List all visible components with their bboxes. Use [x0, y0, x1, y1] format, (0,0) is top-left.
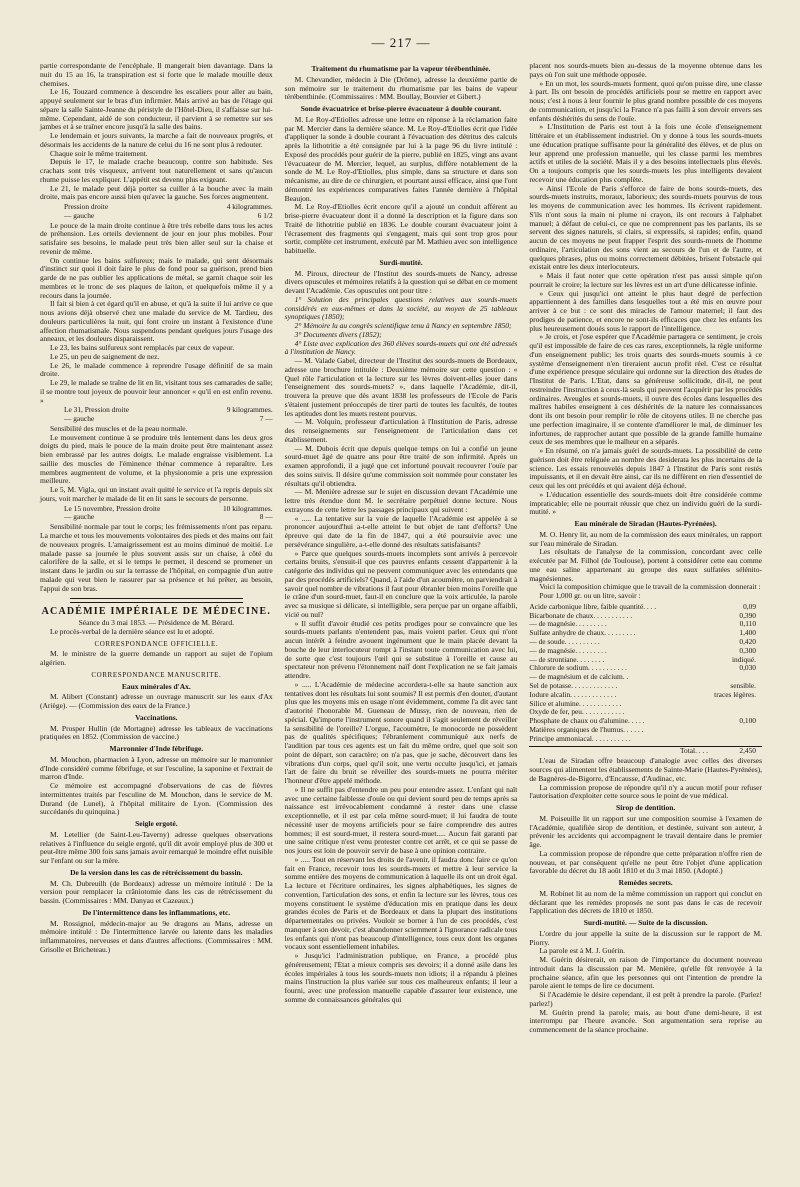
paragraph: M. Ch. Dubreuilh (de Bordeaux) adresse un mémoire intitulé : De la version pour remplacer la crâniotomie dans les cas de rétrécissement du bassin. (Commissaires : MM. Danyau et Cazeaux.) [40, 878, 273, 906]
paragraph: M. Le Roy-d'Etiolles adresse une lettre en réponse à la réclamation faite par M. Mercier dans la dernière séance. M. Le Roy-d'Etiolles écrit que l'idée d'appliquer la sonde à double courant à l'évacuation des détritus des calculs après la lithotritie a été consignée par lui à la page 96 du livre intitulé : Exposé des procédés pour guérir de la pierre, publié en 1825, vingt ans avant l'évacuateur de M. Mercier, lequel, au surplus, diffère notablement de la sonde de M. Le Roy-d'Etiolles, plus simple, dans sa structure et dans son mécanisme, au dire de ce chirurgien, et pourtant aussi efficace, ainsi que l'ont démontré les expériences comparatives faites l'année dernière à l'hôpital Beaujon. [284, 114, 518, 203]
pressure-value: 4 kilogrammes. [226, 202, 273, 211]
paragraph: 1° Solution des principales questions relatives aux sourds-muets considérés en eux-mêmes et dans la société, au moyen de 25 tableaux synoptiques (1850); [284, 294, 518, 322]
paragraph: — M. Menière adresse sur le sujet en discussion devant l'Académie une lettre très étendue dont M. le secrétaire perpétuel donne lecture. Nous extrayons de cette lettre les passages principaux qui suivent : [284, 487, 518, 514]
composition-value: 0,030 [739, 663, 757, 673]
subsection-heading: CORRESPONDANCE MANUSCRITE. [91, 670, 222, 679]
composition-label: Phosphate de chaux ou d'alumine. . . . . [529, 717, 645, 726]
paragraph: M. Poiseuille lit un rapport sur une composition soumise à l'examen de l'Académie, qualifiée sirop de dentition, et destinée, suivant son auteur, à prévenir les accidents qui accompagnent le travail dentaire dans le premier âge. [529, 813, 763, 850]
paragraph: Le 16, Touzard commence à descendre les escaliers pour aller au bain, appuyé seulement sur le bras d'un infirmier. Mais arrivé au bas de l'étage qui sépare la salle Sainte-Jeanne du péristyle de l'Hôtel-Dieu, il s'affaisse sur lui-même. Cependant, aidé de son conducteur, il parvient à se remettre sur ses jambes et à se traîner encore jusqu'à la salle des bains. [40, 87, 273, 132]
topic-heading: Surdi-mutité. — Suite de la discussion. [583, 918, 708, 928]
paragraph: » ..... Tout en réservant les droits de l'avenir, il faudra donc faire ce qu'on fait en France, recevoir tous les sourds-muets et mettre à leur service la somme entière des moyens de communication à laquelle ils ont un droit égal. La lecture et l'écriture ordinaires, les signes alphabétiques, les signes de convention, l'articulation des sons, et enfin la lecture sur les lèvres, tous ces moyens constituent le système d'éducation mis en pratique dans les deux grandes écoles de Paris et de Bordeaux et dans la plupart des institutions départementales ou privées. Vouloir se borner à l'un de ces procédés, c'est manquer à son devoir, c'est abandonner sciemment à l'ignorance radicale tous les enfants qui n'ont pas beaucoup d'intelligence, tous ceux dont les organes vocaux sont essentiellement inhabiles. [284, 854, 518, 952]
pressure-value: 10 kilogrammes. [222, 503, 273, 513]
paragraph: Depuis le 17, le malade crache beaucoup, contre son habitude. Ses crachats sont très visqueux, arrivent tout naturellement et sans qu'aucun rhume puisse les expliquer. L'appétit est devenu plus exigeant. [40, 157, 273, 184]
pressure-label: Le 15 novembre, Pression droite [64, 504, 161, 513]
paragraph: La commission propose de répondre qu'il n'y a aucun motif pour refuser l'autorisation d'exploiter cette source sous le point de vue médical. [529, 782, 763, 801]
paragraph: L'eau de Siradan offre beaucoup d'analogie avec celles des diverses sources qui alimentent les établissements de Sainte-Marie (Hautes-Pyrénées), de Bagnères-de-Bigorre, d'Encausse, d'Audinac, etc. [529, 756, 763, 783]
composition-row [529, 656, 762, 665]
composition-row [529, 726, 762, 735]
paragraph: Le procès-verbal de la dernière séance est lu et adopté. [50, 626, 215, 636]
pressure-value: 8 — [259, 512, 273, 522]
column-left [40, 62, 273, 1035]
paragraph: » L'éducation essentielle des sourds-muets doit être considérée comme impraticable; elle ne pourrait réussir que chez un individu guéri de la surdi-mutité. » [529, 489, 763, 517]
paragraph: » Il ne suffit pas d'entendre un peu pour entendre assez. L'enfant qui naît avec une certaine faiblesse d'ouïe ou qui devient sourd peu de temps après sa naissance est irrévocablement condamné à rester dans une classe exceptionnelle, et il est par cela même sourd-muet; il lui faudra de toute nécessité user de moyens artificiels pour se faire comprendre des autres hommes; il est sourd-muet, il restera sourd-muet..... Aucun fait garanti par une saine critique n'est venu protester contre cet arrêt, et ce qui se passe de nos jours est loin de pouvoir servir de base à une opinion contraire. [284, 784, 518, 855]
paragraph: M. Alibert (Constant) adresse un ouvrage manuscrit sur les eaux d'Ax (Ariège). — (Commission des eaux de la France.) [40, 692, 273, 711]
paragraph: Le 21, le malade peut déjà porter sa cuiller à la bouche avec la main droite, mais pas encore aussi bien qu'avec la gauche. Ses forces augmentent. [40, 183, 273, 202]
paragraph: partie correspondante de l'encéphale. Il mangerait bien davantage. Dans la nuit du 15 au 16, la transpiration est si forte que le malade mouille deux chemises. [40, 61, 273, 88]
composition-value: traces légères. [714, 689, 757, 699]
pressure-label: Pression droite [64, 203, 109, 211]
paragraph: L'ordre du jour appelle la suite de la discussion sur le rapport de M. Piorry. [529, 928, 763, 947]
paragraph: Le mouvement continue à se produire très lentement dans les deux gros doigts du pied, mais le pouce de la main droite peut être maintenant assez bien embrassé par les autres doigts. Le malade engraisse visiblement. La saillie des muscles de l'éminence thénar commence à reparaître. Les membres augmentent de volume, et la physionomie a pris une expression meilleure. [40, 432, 273, 486]
pressure-label: — gauche [64, 415, 95, 424]
total-label: Total. . . . [680, 746, 709, 755]
pressure-value: 9 kilogrammes. [226, 405, 273, 415]
pressure-readings-2 [54, 406, 273, 424]
paragraph: M. Rossignol, médecin-major au 9e dragons au Mans, adresse un mémoire intitulé : De l'intermittence larvée ou latente dans les maladies inflammatoires, nerveuses et dans d'autres affections. (Commissaires : MM. Grisolle et Bricheteau.) [40, 918, 273, 954]
paragraph: Il fait si bien à cet égard qu'il en abuse, et qu'à la suite il lui arrive ce que nous avions déjà observé chez une malade du service de M. Tardieu, des douleurs particulières la nuit, qui font croire un instant à l'existence d'une affection rhumatismale. Nous suspendons pendant quelques jours l'usage des anneaux, et les douleurs disparaissent. [40, 299, 273, 344]
paragraph: M. Guérin désirerait, en raison de l'importance du document nouveau introduit dans la discussion par M. Menière, qu'elle fût renvoyée à la prochaine séance, afin que les personnes qui ont l'intention de prendre la parole aient le temps de lire ce document. [529, 955, 763, 991]
composition-value: 0,110 [739, 619, 757, 629]
composition-label: Oxyde de fer, peu. . . . . . . . . . . . [529, 708, 625, 717]
paragraph: Ce mémoire est accompagné d'observations de cas de fièvres intermittentes traités par l'esculine de M. Mouchon, dans le service de M. Durand (de Lunel), à l'hôpital militaire de Lyon. (Commission des succédanés du quinquina.) [40, 781, 273, 817]
composition-label: Acide carbonique libre, faible quantité. . . . [529, 602, 657, 611]
composition-label: Principe ammoniacal. . . . . . . . . . . [529, 734, 631, 743]
paragraph: Voici la composition chimique que le travail de la commission donnerait : [539, 582, 761, 592]
composition-row [529, 612, 762, 621]
paragraph: — M. Dubois écrit que depuis quelque temps on lui a confié un jeune sourd-muet âgé de quatre ans pour être traité de son infirmité. Après un examen approfondi, il a jugé que cet infortuné pouvait recouvrer l'ouïe par des soins suivis. Il désire qu'une commission soit nommée pour constater les résultats qu'il obtiendra. [284, 443, 518, 488]
composition-value: 0,09 [743, 601, 757, 611]
paragraph: Pour 1,000 gr. ou un litre, savoir : [539, 591, 641, 600]
composition-row [529, 647, 762, 656]
topic-heading: Vaccinations. [135, 712, 178, 722]
pressure-value: 6 1/2 [257, 210, 273, 220]
paragraph: Le 5, M. Vigla, qui un instant avait quitté le service et l'a repris depuis six jours, voit marcher le malade de lit en lit sans le secours de personne. [40, 485, 273, 503]
composition-value: 0,420 [739, 636, 757, 646]
paragraph: M. le ministre de la guerre demande un rapport au sujet de l'opium algérien. [40, 649, 273, 668]
pressure-label: — gauche [64, 211, 95, 220]
paragraph: » Mais il faut noter que cette opération n'est pas aussi simple qu'on pourrait le croire; la lecture sur les lèvres est un art d'une délicatesse infinie. [529, 271, 763, 289]
paragraph: M. Robinet lit au nom de la même commission un rapport qui conclut en déclarant que les remèdes proposés ne sont pas dans le cas de recevoir l'application des décrets de 1810 et 1850. [529, 888, 763, 916]
paragraph: Sensibilité normale par tout le corps; les frémissements n'ont pas reparu. La marche et tous les mouvements volontaires des pieds et des mains ont fait de nouveaux progrès. L'amaigrissement est au moins diminué de moitié. Le malade passe sa journée le plus souvent assis sur un chaise, à côté du calorifère de la salle, et si le temps le permet, il descend se promener un instant dans le jardin ou sur la terrasse de l'hôpital, en compagnie d'un autre malade qui veut bien le rassurer par sa présence et lui prêter, au besoin, l'appui de son bras. [40, 522, 273, 593]
composition-table [529, 603, 762, 744]
paragraph: On continue les bains sulfureux; mais le malade, qui sent désormais d'instinct sur quoi il doit faire le plus de fond pour sa guérison, prend bien garde de ne pas oublier les applications de métal, se garnit chaque soir les membres et le tronc de ses plaques de laiton, et quelquefois même il y a recours dans la journée. [40, 255, 273, 300]
pressure-label: — gauche [64, 513, 95, 522]
paragraph: 3° Documents divers (1852); [294, 329, 382, 339]
composition-value: sensible. [730, 680, 757, 690]
composition-row [529, 664, 762, 673]
topic-heading: Eaux minérales d'Ax. [121, 681, 191, 691]
paragraph: M. Piroux, directeur de l'Institut des sourds-muets de Nancy, adresse divers opuscules et mémoires relatifs à la question qui se débat en ce moment devant l'Académie. Ces opuscules ont pour titre : [284, 268, 518, 295]
topic-heading: Seigle ergoté. [135, 819, 178, 829]
paragraph: La commission propose de répondre que cette préparation n'offre rien de nouveau, et par conséquent qu'elle ne peut être l'objet d'une application favorable du décret du 18 août 1810 et du 3 mai 1850. (Adopté.) [529, 848, 763, 876]
paragraph: » En résumé, on n'a jamais guéri de sourds-muets. La possibilité de cette guérison doit être reléguée au nombre des desiderata les plus incertains de la science. Les essais renouvelés depuis 1847 à l'Institut de Paris sont restés impuissants, et il en devait être ainsi, car ils ne diffèrent en rien d'essentiel de ceux qui les ont précédés et qui avaient déjà échoué. [529, 446, 763, 490]
topic-heading: Surdi-mutité. [379, 257, 423, 267]
paragraph: Si l'Académie le désire cependant, il est prêt à prendre la parole. (Parlez! parlez!) [529, 990, 763, 1008]
page-number: — 217 — [371, 35, 431, 50]
paragraph: M. Letellier (de Saint-Leu-Taverny) adresse quelques observations relatives à l'influence du seigle ergoté, qu'il dit avoir employé plus de 300 et peut-être même 300 fois sans jamais avoir remarqué le moindre effet nuisible sur l'enfant ou sur la mère. [40, 829, 273, 866]
topic-heading: Sirop de dentition. [616, 803, 676, 813]
topic-heading: Sonde évacuatrice et brise-pierre évacuateur à double courant. [300, 104, 502, 113]
paragraph: » Il suffit d'avoir étudié ces petits prodiges pour se convaincre que les sourds-muets parlants n'entendent pas, mais voient parler. Ceux qui n'ont aucun intérêt à feindre avouent ingénument que le main placée devant la bouche de leur interlocuteur rompt à l'instant toute communication avec lui, de sorte que c'est toujours l'œil qui se substitue à l'oreille et cause au spectateur non prévenu l'étonnement naïf dont l'explication ne se fait jamais attendre. [284, 618, 518, 680]
composition-value [714, 735, 762, 744]
topic-heading: Marronnier d'Inde fébrifuge. [109, 744, 204, 754]
topic-heading: Remèdes secrets. [618, 878, 673, 888]
composition-row [529, 603, 762, 612]
composition-value: 0,100 [739, 716, 757, 726]
composition-value: indiqué. [731, 654, 757, 664]
paragraph: M. O. Henry lit, au nom de la commission des eaux minérales, un rapport sur l'eau minérale de Siradan. [529, 529, 763, 548]
paragraph: Les résultats de l'analyse de la commission, concordant avec celle exécutée par M. Filhol (de Toulouse), portent à considérer cette eau comme une eau saline appartenant au groupe des eaux sulfatées sélénito-magnésiennes. [529, 547, 763, 583]
paragraph: — M. Valade Gabel, directeur de l'Institut des sourds-muets de Bordeaux, adresse une brochure intitulée : Deuxième mémoire sur cette question : « Quel rôle l'articulation et la lecture sur les lèvres doivent-elles jouer dans l'enseignement des sourds-muets? », dans laquelle l'Académie, dit-il, trouvera la preuve que dès avant 1838 les professeurs de l'Ecole de Paris s'étaient justement préoccupés de tirer parti de toutes les facultés, de toutes les aptitudes dont les muets restent pourvus. [284, 356, 518, 418]
composition-label: Matières organiques de l'humus. . . . . . [529, 725, 644, 734]
composition-value: 0,390 [739, 610, 757, 620]
subsection-heading: CORRESPONDANCE OFFICIELLE. [94, 639, 219, 648]
composition-label: — de magnésie. . . . . . . . . [529, 620, 607, 629]
academy-section-title: ACADÉMIE IMPÉRIALE DE MÉDECINE. [41, 606, 272, 618]
composition-value: 0,300 [739, 645, 757, 655]
composition-row [529, 673, 762, 682]
composition-row [529, 629, 762, 638]
pressure-label: Le 31, Pression droite [64, 406, 129, 415]
total-value: 2,450 [739, 745, 757, 755]
composition-value [714, 700, 762, 709]
session-date: Séance du 3 mai 1853. — Présidence de M. Bérard. [78, 618, 235, 628]
column-right [529, 62, 762, 1035]
paragraph: Le 25, un peu de saignement de nez. [50, 351, 160, 361]
paragraph: » Jusqu'ici l'administration publique, en France, a procédé plus généreusement; l'Etat a mieux compris ses devoirs; il a donné asile dans les écoles impériales à tous les sourds-muets non idiots; il a répandu à pleines mains l'instruction la plus variée sur tous ces malheureux enfants; il leur a fourni, avec une profession manuelle capable d'assurer leur existence, une somme de connaissances générales qui [284, 951, 518, 1004]
composition-label: Sulfate anhydre de chaux. . . . . . . . . [529, 629, 636, 638]
composition-total [529, 746, 762, 756]
paragraph: Chaque soir le même traitement. [50, 148, 148, 158]
topic-heading: Traitement du rhumatisme par la vapeur térébenthinée. [311, 64, 491, 73]
paragraph: placent nos sourds-muets bien au-dessus de la moyenne obtenue dans les pays où l'on suit une méthode opposée. [529, 61, 763, 79]
composition-row [529, 708, 762, 717]
composition-label: Chlorure de sodium. . . . . . . . . . . [529, 664, 627, 673]
paragraph: » ..... L'Académie de médecine accordera-t-elle sa haute sanction aux tentatives dont les résultats lui sont soumis? Il est permis d'en douter, d'autant plus que les moyens mis en usage n'ont évidemment, comme l'a dit avec tant d'autorité l'honorable M. Gueneau de Mussy, rien de nouveau, rien de spécial. Qu'importe l'instrument sonore quand il s'agit seulement de réveiller la sensibilité de l'oreille? L'orgue, l'acoumètre, le monocorde ne possèdent pas de qualités spécifiques; l'ébranlement communiqué aux nerfs de l'audition par tous ces agents est un fait du même ordre, quel que soit son point de départ, son caractère; on n'a pas, que je sache, découvert dans les vibrations d'un corps, quel qu'il soit, une vertu occulte jusqu'ici, et jamais l'art de faire du bruit se réveiller des sourds-muets ne pourra mériter l'honneur d'être appelé méthode. [284, 679, 518, 785]
paragraph: » Ainsi l'Ecole de Paris s'efforce de faire de bons sourds-muets, des sourds-muets instruits, moraux, laborieux; des sourds-muets pourvus de tous les moyens de communication avec les hommes. Ils écrivent rapidement. S'ils n'ont sous la main ni plume ni crayon, ils ont recours à l'alphabet manuel; à défaut de celui-ci, ce que ne comprennent pas les parlants, ils se servent des signes naturels, si clairs, si expressifs, si rapides; enfin, quand aucun de ces moyens ne peut frapper l'esprit des sourds-muets de l'homme ordinaire, l'articulation des sons vient au secours de l'un et de l'autre, et quelques phrases, plus ou moins correctement débitées, brisent l'obstacle qui existait entre les deux interlocuteurs. [529, 183, 763, 272]
paragraph: » L'Institution de Paris est tout à la fois une école d'enseignement littéraire et un établissement industriel. On y donne à tous les sourds-muets une éducation pratique suffisante pour la généralité des élèves, et de plus on leur apprend une profession manuelle, qui les classe parmi les membres actifs et utiles de la société. Mais il y a des besoins intellectuels plus élevés. On a toujours compris que les sourds-muets les plus intelligents devaient recevoir une éducation plus complète. [529, 122, 763, 184]
paragraph: M. Guérin prend la parole; mais, au bout d'une demi-heure, il est interrompu par l'heure avancée. Son argumentation sera reprise au commencement de la séance prochaine. [529, 1007, 763, 1035]
paragraph: Le 29, le malade se traîne de lit en lit, visitant tous ses camarades de salle; il se montre tout joyeux de pouvoir leur annoncer « qu'il en est enfin revenu. » [40, 378, 273, 405]
paragraph: M. Prosper Hullin (de Mortagne) adresse les tableaux de vaccinations pratiquées en 1852. (Commission de vaccine.) [40, 723, 273, 742]
paragraph: M. Chevandier, médecin à Die (Drôme), adresse la deuxième partie de son mémoire sur le traitement du rhumatisme par les bains de vapeur térébenthinée. (Commissaires : MM. Boullay, Bouvier et Gibert.) [284, 74, 518, 102]
paragraph: Le 26, le malade commence à reprendre l'usage définitif de sa main droite. [40, 360, 273, 379]
paragraph: 2° Mémoire lu au congrès scientifique tenu à Nancy en septembre 1850; [294, 321, 512, 330]
paragraph: M. Le Roy-d'Etiolles écrit encore qu'il a ajouté un conduit afférent au brise-pierre évacuateur dont il a donné la description et la figure dans son Traité de lithotritie publié en 1836. Le double courant évacuateur joint à l'écrasement des fragments qui s'engagent, mais qui sont trop gros pour sortir, complète cet instrument, exécuté par M. Mathieu avec son intelligence habituelle. [284, 202, 518, 255]
composition-label: Iodure alcalin. . . . . . . . . . . . . [529, 690, 617, 699]
paragraph: Le lendemain et jours suivants, la marche a fait de nouveaux progrès, et désormais les accidents de la nature de celui du 16 ne sont plus à redouter. [40, 131, 273, 149]
composition-row [529, 620, 762, 629]
composition-value [714, 726, 762, 735]
composition-label: Sel de potasse. . . . . . . . . . . . . [529, 681, 618, 690]
paragraph: M. Mouchon, pharmacien à Lyon, adresse un mémoire sur le marronnier d'Inde considéré comme fébrifuge, et sur l'esculine, la saponine et l'extrait de marron d'Inde. [40, 754, 273, 782]
paragraph: » En un mot, les sourds-muets forment, quoi qu'on puisse dire, une classe à part. Ils ont besoin de procédés artificiels pour se mettre en rapport avec nous; c'est à nous à leur fournir le plus grand nombre possible de ces moyens de communication, et jusqu'ici la France n'a pas failli à son devoir envers ses enfants déshérités du sens de l'ouïe. [529, 78, 763, 123]
composition-value: 1,400 [739, 628, 757, 638]
composition-row [529, 700, 762, 709]
paragraph: » Parce que quelques sourds-muets incomplets sont arrivés à percevoir certains bruits, s'ensuit-il que ces pauvres enfants cessent d'appartenir à la catégorie des individus qui ne peuvent communiquer avec les entendants que par des procédés artificiels? Quand, à l'aide d'un acoumètre, on parviendrait à savoir quel nombre de vibrations il faut pour ébranler bien moins l'oreille que le crâne d'un sourd-muet, faut-il en conclure que la voix articulée, la parole avec sa musique si délicate, si intelligible, sera perçue par un organe affaibli, vicié ou nul? [284, 548, 518, 619]
composition-row [529, 638, 762, 647]
paragraph: Sensibilité des muscles et de la peau normale. [50, 423, 188, 433]
topic-heading: De l'intermittence dans les inflammations, etc. [82, 907, 231, 917]
paragraph: » Ceux qui jusqu'ici ont atteint le plus haut degré de perfection appartiennent à des familles dans lesquelles tout a été mis en œuvre pour arriver à ce but : ce sont des miracles de l'amour maternel; il faut des prodiges de patience, et encore ne sont-ils efficaces que chez les enfants les plus heureusement doués sous le rapport de l'intelligence. [529, 288, 763, 333]
topic-heading: Eau minérale de Siradan (Hautes-Pyrénées). [574, 519, 717, 528]
section-divider [70, 598, 243, 603]
columns [40, 62, 762, 1035]
paragraph: Le 23, les bains sulfureux sont remplacés par ceux de vapeur. [50, 343, 235, 353]
composition-label: — de magnésium et de calcium. . [529, 673, 629, 682]
paragraph: » Je crois, et j'ose espérer que l'Académie partagera ce sentiment, je crois qu'il est impossible de faire de ces cas rares, exceptionnels, la règle uniforme d'un enseignement public; les trois quarts des sourds-muets soumis à ce système d'enseignement n'en tireraient aucun profit réel. C'est ce résultat d'une expérience presque séculaire qui ordonne sur la direction des études de l'Institut de Paris. L'Etat, dans sa généreuse sollicitude, dit-il, ne peut restreindre l'instruction à ceux-là seuls qui peuvent l'acquérir par les procédés ordinaires. Aveugles et sourds-muets, il ouvre des écoles dans lesquelles des maîtres habiles enseignent à ces déshérités de la nature les connaissances dont ils ont besoin pour remplir le rôle de citoyens utiles. Il ne cherche pas une perfection imaginaire, il se contente d'améliorer le mal, de diminuer les infortunes, de rapprocher autant que possible de la grande famille humaine ceux de ses membres que le malheur en a séparés. [529, 332, 763, 447]
pressure-readings-3 [54, 505, 273, 523]
composition-row [529, 691, 762, 700]
paragraph: La parole est à M. J. Guérin. [539, 946, 625, 956]
composition-row [529, 717, 762, 726]
composition-row [529, 735, 762, 744]
paragraph: 4° Liste avec explication des 360 élèves sourds-muets qui ont été adressés à l'institution de Nancy. [284, 338, 518, 357]
composition-label: — de strontiane. . . . . . . . [529, 655, 605, 664]
topic-heading: De la version dans les cas de rétrécissement du bassin. [70, 867, 243, 877]
pressure-readings-1 [54, 203, 273, 221]
paragraph: — M. Volquin, professeur d'articulation à l'Institution de Paris, adresse des renseignements sur l'enseignement de l'articulation dans cet établissement. [284, 417, 518, 444]
composition-label: — de soude. . . . . . . . . . [529, 637, 600, 646]
paragraph: Le pouce de la main droite continue à être très rebelle dans tous les actes de préhension. Les orteils deviennent de jour en jour plus mobiles. Pour satisfaire ses besoins, le malade peut très bien aller seul sur la chaise et revenir de même. [40, 220, 273, 256]
paragraph: « ..... La tentative sur la voie de laquelle l'Académie est appelée à se prononcer aujourd'hui a-t-elle atteint le but objet de tant d'efforts? Une épreuve qui date de la fin de 1847, qui a été poursuivie avec une persévérance singulière, a-t-elle donné des résultats satisfaisants? [284, 513, 518, 549]
composition-label: Bicarbonate de chaux. . . . . . . . . . . [529, 611, 633, 620]
column-middle [285, 62, 518, 1035]
composition-label: Silice et alumine. . . . . . . . . . . . [529, 699, 622, 708]
composition-label: — de magnésie. . . . . . . . . [529, 646, 607, 655]
pressure-value: 7 — [259, 414, 273, 424]
